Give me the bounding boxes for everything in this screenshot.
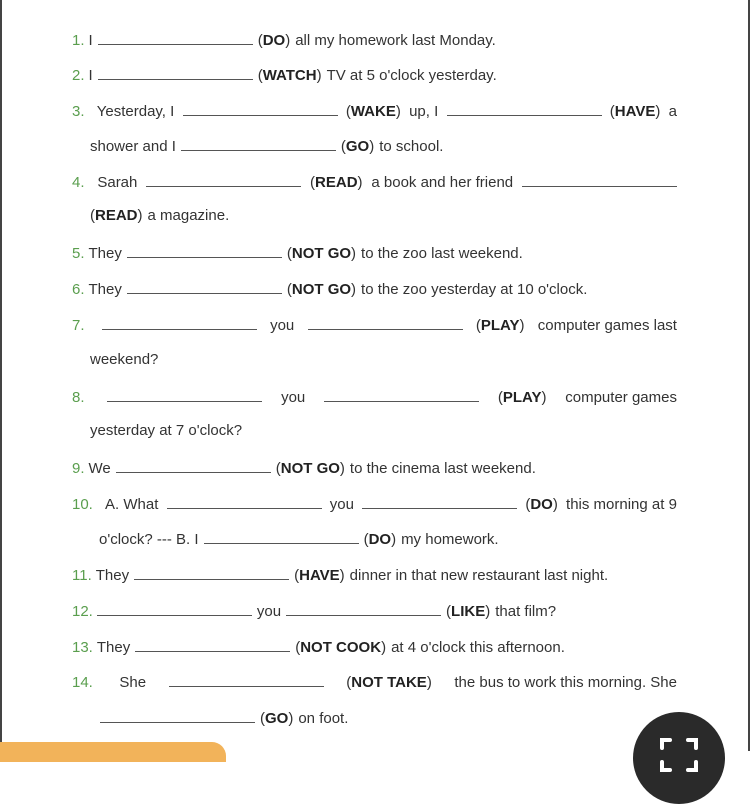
exercise-item bbox=[72, 601, 561, 621]
verb-word: HAVE bbox=[299, 567, 340, 584]
verb-word: GO bbox=[345, 138, 370, 155]
sentence-text: I bbox=[88, 32, 93, 49]
sentence-text: to the zoo last weekend. bbox=[361, 245, 523, 262]
sentence-text: yesterday at 7 o'clock? bbox=[90, 422, 243, 439]
verb-prompt: (NOT GO) bbox=[286, 281, 357, 298]
verb-word: NOT GO bbox=[280, 460, 340, 477]
exercise-item bbox=[72, 279, 592, 299]
sentence-text: all my homework last Monday. bbox=[295, 32, 496, 49]
verb-prompt: (READ) bbox=[310, 174, 363, 191]
answer-blank[interactable] bbox=[97, 601, 252, 616]
exercise-item-continuation bbox=[100, 708, 353, 728]
item-number: 2. bbox=[72, 67, 85, 84]
sentence-text: a book and her friend bbox=[371, 174, 514, 191]
sentence-text: They bbox=[88, 245, 122, 262]
sentence-text: the bus to work this morning. She bbox=[454, 674, 677, 691]
exercise-item bbox=[72, 65, 502, 85]
verb-prompt: (READ) bbox=[90, 207, 143, 224]
exercise-item bbox=[72, 243, 528, 263]
sentence-text: that film? bbox=[495, 603, 557, 620]
sentence-text: on foot. bbox=[298, 710, 349, 727]
sentence-text: to school. bbox=[379, 138, 444, 155]
exercise-item bbox=[72, 672, 677, 692]
item-number: 7. bbox=[72, 317, 85, 334]
exercise-item bbox=[72, 172, 677, 192]
answer-blank[interactable] bbox=[102, 315, 257, 330]
verb-prompt: (PLAY) bbox=[497, 389, 547, 406]
item-number: 3. bbox=[72, 103, 85, 120]
verb-prompt: (WATCH) bbox=[257, 67, 322, 84]
item-number: 8. bbox=[72, 389, 85, 406]
answer-blank[interactable] bbox=[127, 279, 282, 294]
verb-word: PLAY bbox=[502, 389, 542, 406]
sentence-text: you bbox=[270, 317, 295, 334]
sentence-text: weekend? bbox=[90, 351, 159, 368]
photo-frame-left bbox=[0, 0, 2, 751]
orange-tab bbox=[0, 742, 226, 762]
verb-word: READ bbox=[315, 174, 358, 191]
sentence-text: I bbox=[88, 67, 93, 84]
sentence-text: you bbox=[281, 389, 306, 406]
sentence-text: my homework. bbox=[401, 531, 499, 548]
verb-word: READ bbox=[95, 207, 138, 224]
exercise-item-continuation bbox=[90, 207, 234, 227]
sentence-text: computer games last bbox=[537, 317, 677, 334]
exercise-item bbox=[72, 494, 677, 514]
verb-prompt: (DO) bbox=[257, 32, 291, 49]
sentence-text: Yesterday, I bbox=[96, 103, 175, 120]
exercise-item bbox=[72, 458, 541, 478]
exercise-item bbox=[72, 315, 677, 335]
sentence-text: She bbox=[119, 674, 147, 691]
verb-word: DO bbox=[530, 496, 553, 513]
answer-blank[interactable] bbox=[135, 637, 290, 652]
sentence-text: to the zoo yesterday at 10 o'clock. bbox=[361, 281, 588, 298]
item-number: 11. bbox=[72, 567, 92, 584]
exercise-item-continuation bbox=[99, 529, 504, 549]
exercise-item bbox=[72, 30, 501, 50]
verb-word: NOT GO bbox=[291, 245, 352, 262]
verb-prompt: (GO) bbox=[340, 138, 375, 155]
answer-blank[interactable] bbox=[447, 101, 602, 116]
verb-word: GO bbox=[265, 710, 289, 727]
item-number: 14. bbox=[72, 674, 93, 691]
item-number: 4. bbox=[72, 174, 85, 191]
verb-word: HAVE bbox=[614, 103, 656, 120]
scan-icon bbox=[658, 734, 700, 776]
sentence-text: Sarah bbox=[97, 174, 138, 191]
exercise-item-continuation bbox=[90, 136, 448, 156]
verb-word: NOT GO bbox=[291, 281, 352, 298]
answer-blank[interactable] bbox=[362, 494, 517, 509]
exercise-item bbox=[72, 387, 677, 407]
item-number: 1. bbox=[72, 32, 85, 49]
verb-word: DO bbox=[368, 531, 392, 548]
answer-blank[interactable] bbox=[169, 672, 324, 687]
sentence-text: you bbox=[329, 496, 354, 513]
verb-prompt: (HAVE) bbox=[609, 103, 661, 120]
verb-prompt: (LIKE) bbox=[446, 603, 491, 620]
sentence-text: a bbox=[668, 103, 677, 120]
verb-prompt: (NOT GO) bbox=[275, 460, 345, 477]
verb-prompt: (PLAY) bbox=[475, 317, 525, 334]
verb-word: NOT COOK bbox=[300, 639, 382, 656]
answer-blank[interactable] bbox=[181, 136, 336, 151]
verb-word: NOT TAKE bbox=[351, 674, 427, 691]
answer-blank[interactable] bbox=[134, 565, 289, 580]
item-number: 5. bbox=[72, 245, 85, 262]
answer-blank[interactable] bbox=[183, 101, 338, 116]
sentence-text: They bbox=[88, 281, 122, 298]
sentence-text: They bbox=[95, 567, 130, 584]
verb-prompt: (DO) bbox=[363, 531, 397, 548]
answer-blank[interactable] bbox=[308, 315, 463, 330]
verb-word: WAKE bbox=[350, 103, 396, 120]
exercise-item bbox=[72, 637, 570, 657]
sentence-text: you bbox=[256, 603, 282, 620]
answer-blank[interactable] bbox=[98, 65, 253, 80]
sentence-text: TV at 5 o'clock yesterday. bbox=[326, 67, 497, 84]
verb-word: PLAY bbox=[480, 317, 520, 334]
verb-prompt: (GO) bbox=[260, 710, 294, 727]
item-number: 12. bbox=[72, 603, 93, 620]
sentence-text: shower and I bbox=[90, 138, 176, 155]
sentence-text: computer games bbox=[565, 389, 677, 406]
verb-prompt: (HAVE) bbox=[294, 567, 345, 584]
answer-blank[interactable] bbox=[522, 172, 677, 187]
sentence-text: We bbox=[88, 460, 111, 477]
verb-prompt: (NOT TAKE) bbox=[346, 674, 432, 691]
verb-word: WATCH bbox=[262, 67, 317, 84]
item-number: 13. bbox=[72, 639, 93, 656]
sentence-text: up, I bbox=[409, 103, 439, 120]
answer-blank[interactable] bbox=[98, 30, 253, 45]
answer-blank[interactable] bbox=[204, 529, 359, 544]
sentence-text: this morning at 9 bbox=[566, 496, 677, 513]
verb-prompt: (NOT COOK) bbox=[295, 639, 387, 656]
sentence-text: at 4 o'clock this afternoon. bbox=[391, 639, 565, 656]
sentence-text: dinner in that new restaurant last night. bbox=[349, 567, 609, 584]
sentence-text: They bbox=[96, 639, 131, 656]
verb-word: LIKE bbox=[451, 603, 486, 620]
sentence-text: A. What bbox=[105, 496, 159, 513]
answer-blank[interactable] bbox=[116, 458, 271, 473]
answer-blank[interactable] bbox=[286, 601, 441, 616]
sentence-text: to the cinema last weekend. bbox=[349, 460, 536, 477]
verb-word: DO bbox=[262, 32, 286, 49]
answer-blank[interactable] bbox=[167, 494, 322, 509]
exercise-item-continuation bbox=[90, 351, 163, 371]
exercise-item bbox=[72, 565, 613, 585]
item-number: 6. bbox=[72, 281, 85, 298]
exercise-item bbox=[72, 101, 677, 121]
sentence-text: o'clock? --- B. I bbox=[99, 531, 199, 548]
answer-blank[interactable] bbox=[324, 387, 479, 402]
verb-prompt: (DO) bbox=[525, 496, 558, 513]
verb-prompt: (WAKE) bbox=[345, 103, 401, 120]
answer-blank[interactable] bbox=[100, 708, 255, 723]
answer-blank[interactable] bbox=[146, 172, 301, 187]
scan-button[interactable] bbox=[633, 712, 725, 804]
verb-prompt: (NOT GO) bbox=[286, 245, 357, 262]
sentence-text: a magazine. bbox=[147, 207, 230, 224]
answer-blank[interactable] bbox=[107, 387, 262, 402]
item-number: 9. bbox=[72, 460, 85, 477]
item-number: 10. bbox=[72, 496, 93, 513]
exercise-item-continuation bbox=[90, 422, 247, 442]
answer-blank[interactable] bbox=[127, 243, 282, 258]
